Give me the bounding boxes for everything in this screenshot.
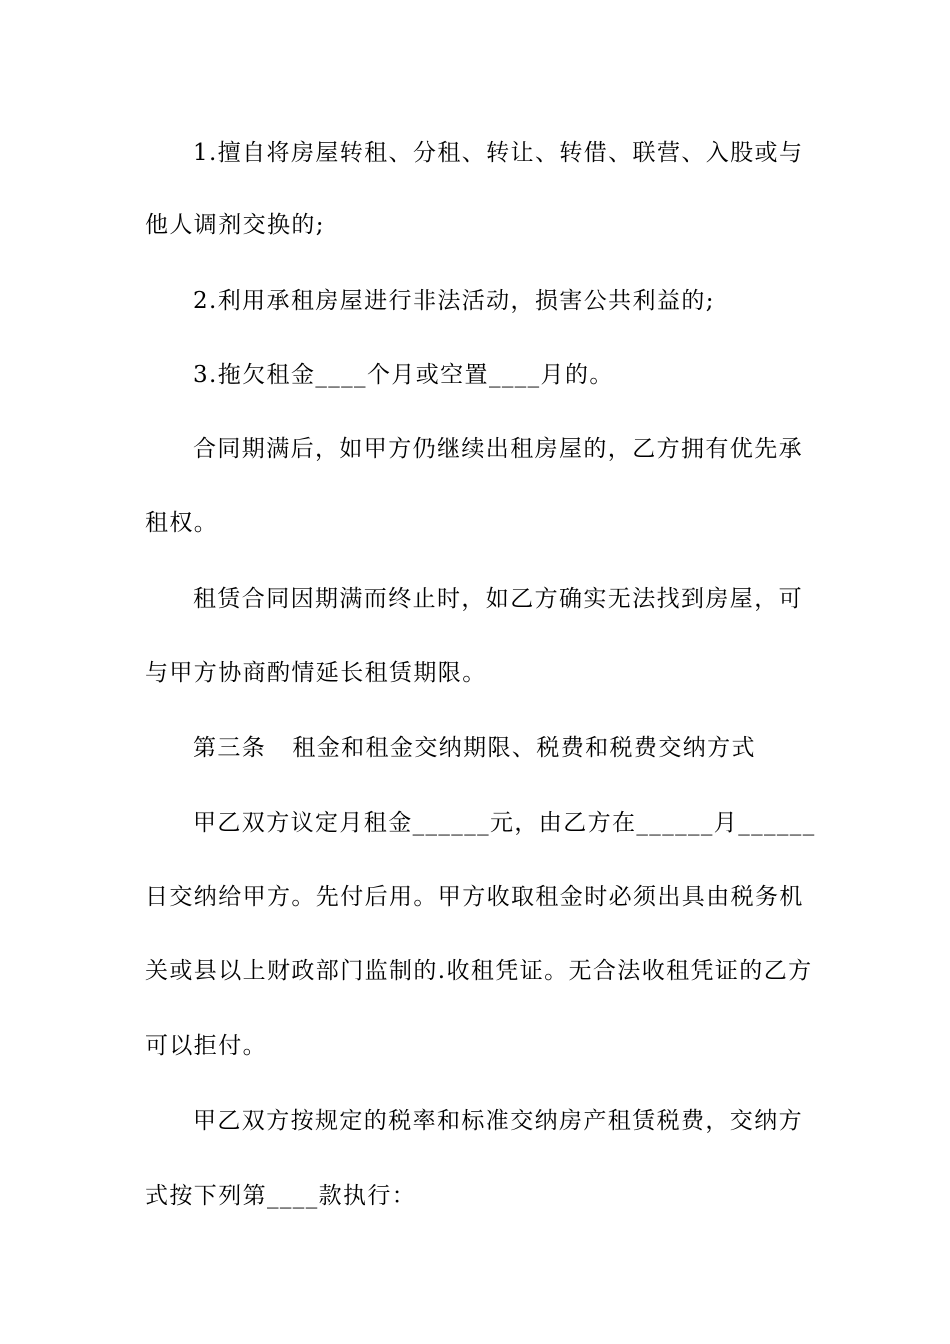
extension-paragraph-line-1: 租赁合同因期满而终止时，如乙方确实无法找到房屋，可 bbox=[193, 586, 803, 612]
rent-paragraph-line-3: 关或县以上财政部门监制的.收租凭证。无合法收租凭证的乙方 bbox=[145, 958, 813, 984]
clause-item-3: 3.拖欠租金____个月或空置____月的。 bbox=[193, 362, 614, 388]
clause-item-1-line-1: 1.擅自将房屋转租、分租、转让、转借、联营、入股或与 bbox=[193, 140, 804, 166]
rent-paragraph-line-1: 甲乙双方议定月租金______元，由乙方在______月______ bbox=[193, 810, 816, 836]
clause-item-1-line-2: 他人调剂交换的; bbox=[145, 212, 325, 238]
rent-paragraph-line-2: 日交纳给甲方。先付后用。甲方收取租金时必须出具由税务机 bbox=[145, 884, 804, 910]
tax-paragraph-line-2: 式按下列第____款执行： bbox=[145, 1183, 417, 1209]
renewal-paragraph-line-2: 租权。 bbox=[145, 510, 219, 536]
article-three-heading: 第三条 租金和租金交纳期限、税费和税费交纳方式 bbox=[193, 735, 756, 761]
rent-paragraph-line-4: 可以拒付。 bbox=[145, 1033, 267, 1059]
tax-paragraph-line-1: 甲乙双方按规定的税率和标准交纳房产租赁税费，交纳方 bbox=[193, 1108, 803, 1134]
renewal-paragraph-line-1: 合同期满后，如甲方仍继续出租房屋的，乙方拥有优先承 bbox=[193, 436, 803, 462]
extension-paragraph-line-2: 与甲方协商酌情延长租赁期限。 bbox=[145, 660, 487, 686]
clause-item-2: 2.利用承租房屋进行非法活动，损害公共利益的; bbox=[193, 288, 715, 314]
